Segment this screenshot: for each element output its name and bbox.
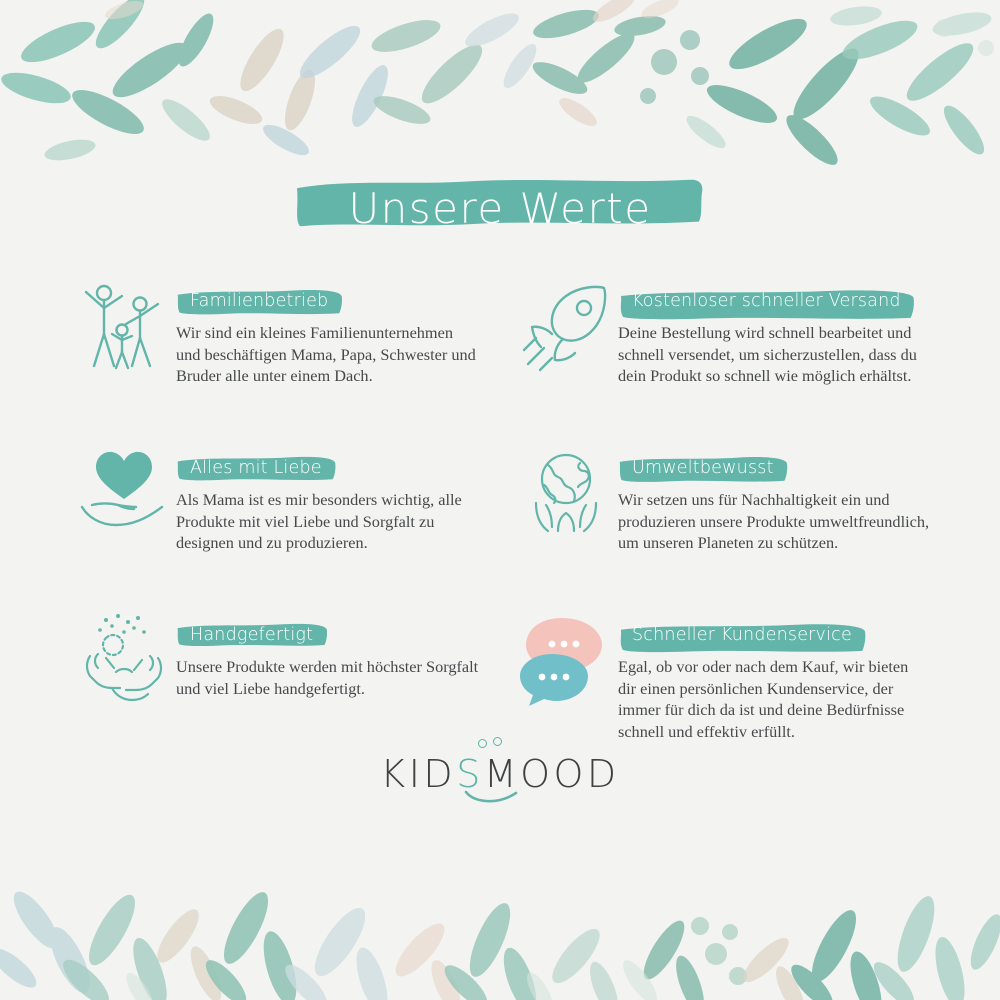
value-label-brush [176, 622, 329, 650]
logo-eyes-icon [476, 736, 516, 750]
value-text-block [618, 606, 934, 743]
value-label: Schneller Kundenservice [632, 625, 852, 645]
value-item-versand [514, 272, 934, 439]
value-text-block [176, 272, 492, 387]
value-label-brush [618, 455, 790, 483]
family-icon [72, 272, 176, 378]
chat-bubbles-icon [514, 606, 618, 708]
page-title-brush [294, 176, 705, 245]
top-foliage-decoration [0, 0, 1000, 185]
value-description: Wir sind ein kleines Familienunternehmen und beschäftigen Mama, Papa, Schwester und Bruder alle unter einem Dach. [176, 323, 476, 386]
value-label: Familienbetrieb [190, 291, 329, 311]
value-text-block [618, 439, 934, 554]
value-label: Umweltbewusst [632, 458, 774, 478]
rocket-icon [514, 272, 618, 374]
logo-text-after: MOOD [483, 752, 620, 796]
value-item-liebe [72, 439, 492, 606]
value-label-brush [618, 288, 917, 316]
heart-in-hand-icon [72, 439, 176, 541]
value-label-brush [176, 455, 338, 483]
bottom-foliage-decoration [0, 800, 1000, 1000]
value-description: Egal, ob vor oder nach dem Kauf, wir bieten dir einen persönlichen Kundenservice, der immer für dich da ist und deine Bedürfnisse schnell und effektiv erfüllt. [618, 657, 909, 742]
value-description: Unsere Produkte werden mit höchster Sorgfalt und viel Liebe handgefertigt. [176, 657, 479, 698]
page-title-wrapper [0, 176, 1000, 245]
page-title: Unsere Werte [348, 184, 652, 233]
brand-logo [0, 752, 1000, 796]
globe-in-hands-icon [514, 439, 618, 541]
value-text-block [176, 606, 492, 699]
logo-text-mark: S [456, 752, 484, 796]
value-text-block [176, 439, 492, 554]
value-description: Als Mama ist es mir besonders wichtig, alle Produkte mit viel Liebe und Sorgfalt zu designen und zu produzieren. [176, 490, 462, 553]
values-grid [72, 272, 934, 773]
value-item-familienbetrieb [72, 272, 492, 439]
value-item-kundenservice [514, 606, 934, 773]
logo-smile-icon [464, 789, 528, 805]
value-item-umwelt [514, 439, 934, 606]
handmade-hands-icon [72, 606, 176, 708]
value-description: Wir setzen uns für Nachhaltigkeit ein und produzieren unsere Produkte umweltfreundlich, um unseren Planeten zu schützen. [618, 490, 930, 553]
logo-text-before: KID [380, 752, 457, 796]
value-label: Handgefertigt [190, 625, 314, 645]
value-text-block [618, 272, 934, 387]
value-label-brush [176, 288, 344, 316]
value-label: Alles mit Liebe [190, 458, 322, 478]
value-label-brush [618, 622, 868, 650]
value-item-handgefertigt [72, 606, 492, 773]
value-description: Deine Bestellung wird schnell bearbeitet und schnell versendet, um sicherzustellen, dass du dein Produkt so schnell wie möglich erhältst. [618, 323, 917, 386]
value-label: Kostenloser schneller Versand [632, 291, 901, 311]
